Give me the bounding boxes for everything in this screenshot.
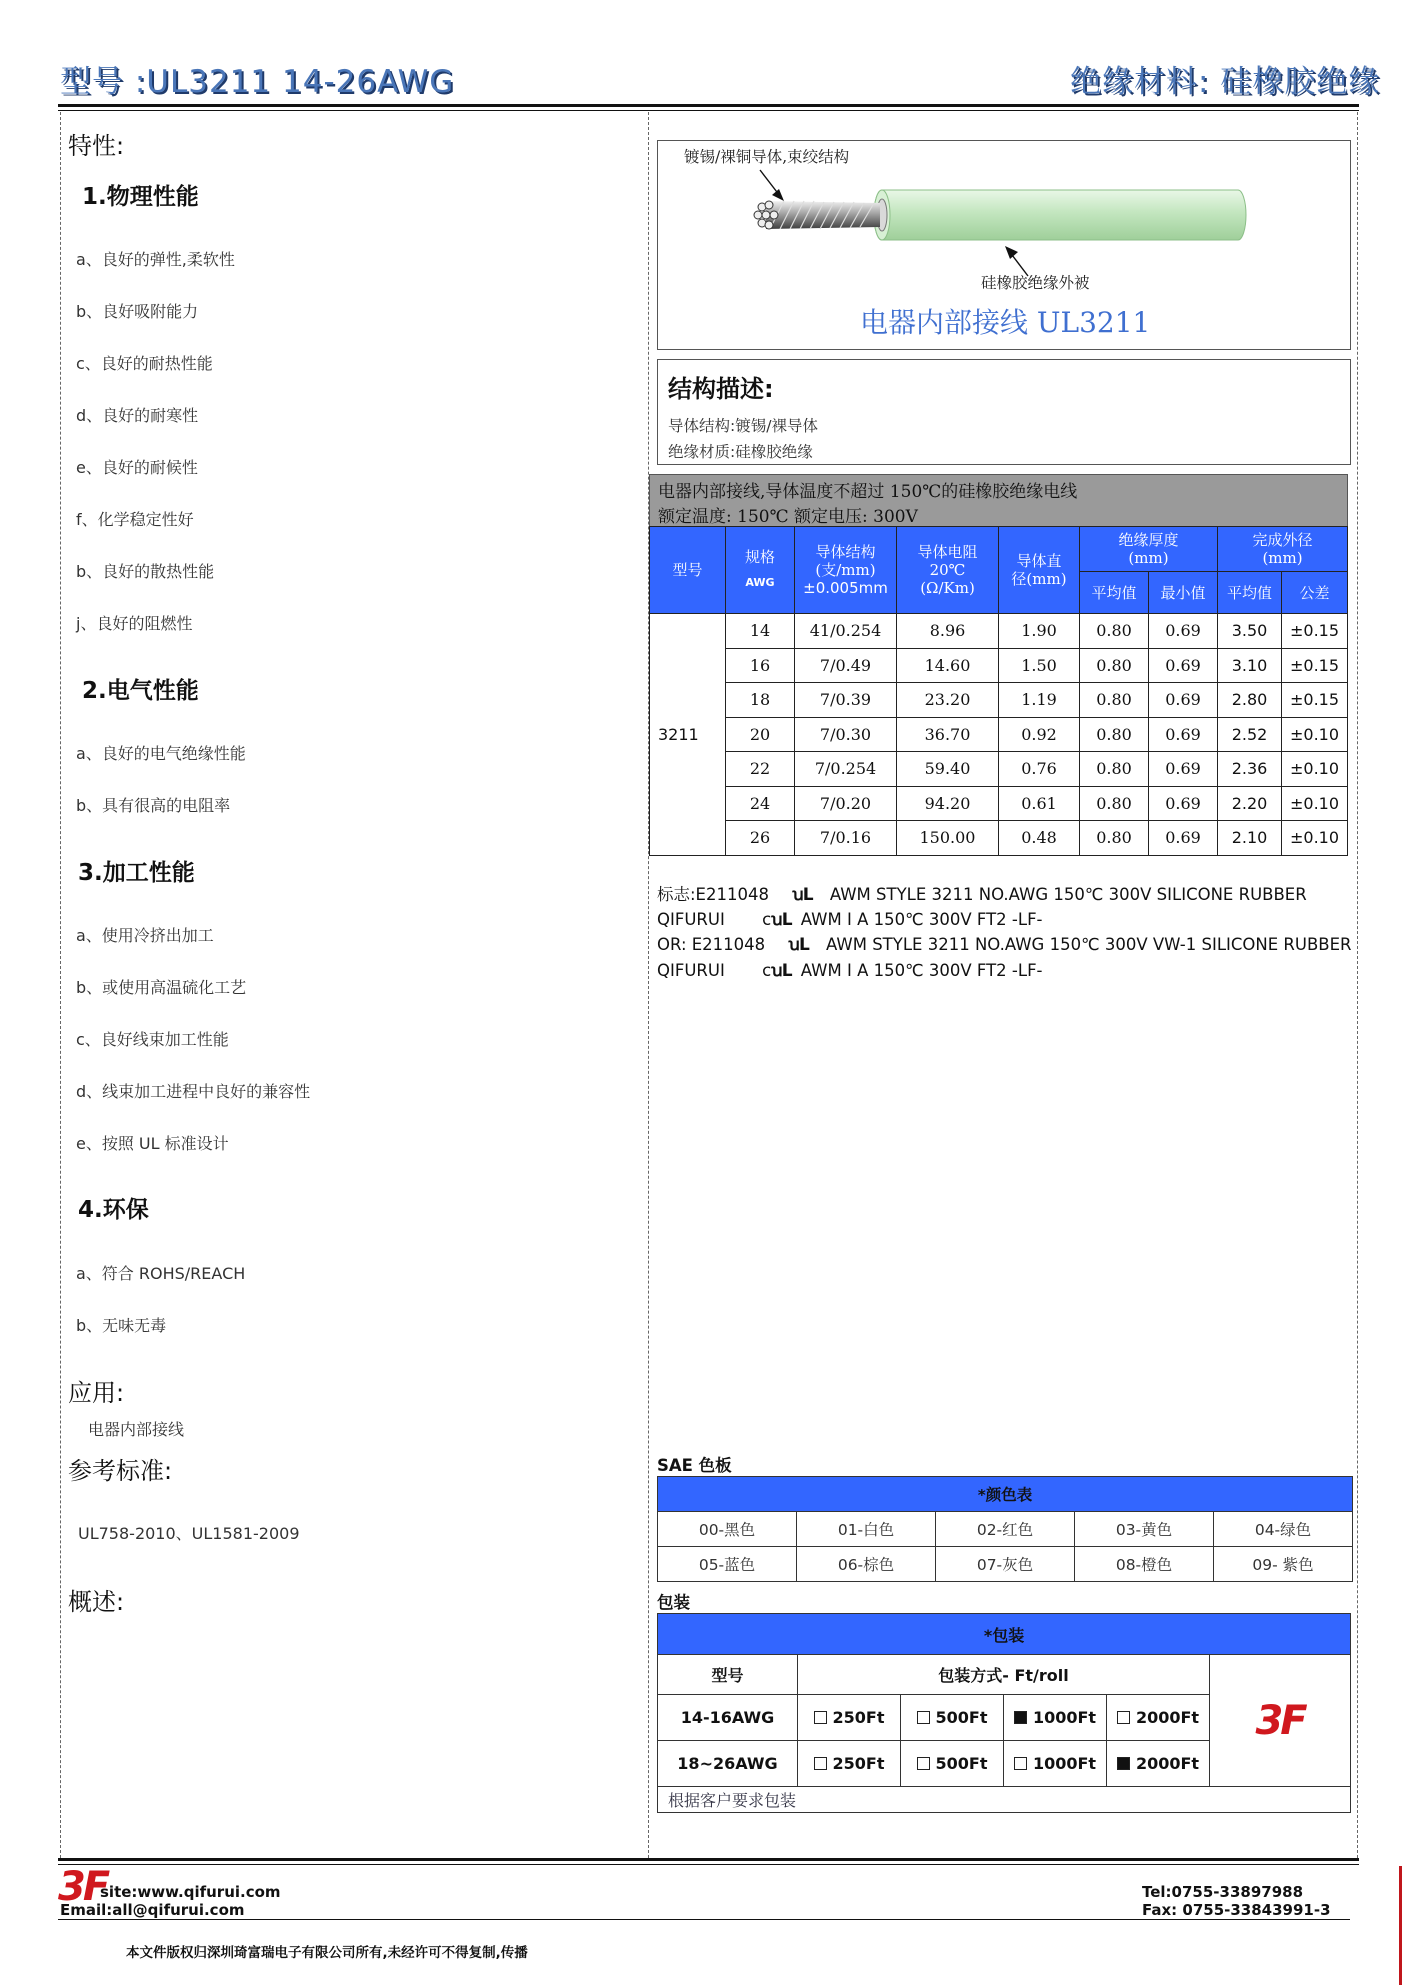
cul-logo-icon: ꭒL (771, 961, 792, 981)
col-insulation (1080, 527, 1218, 572)
table-row (650, 717, 1348, 752)
conductor-label: 镀锡/裸铜导体,束绞结构 (684, 148, 850, 166)
gauge-cell: 24 (726, 786, 795, 821)
ins-min-cell: 0.69 (1149, 752, 1218, 787)
physical-item: b、良好的散热性能 (76, 562, 215, 581)
marking-ref: OR: E211048 (657, 935, 766, 954)
pack-option[interactable] (901, 1695, 1004, 1741)
ins-min-cell: 0.69 (1149, 614, 1218, 649)
od-tol-cell: ±0.10 (1282, 821, 1348, 856)
conductor-cell: 41/0.254 (795, 614, 897, 649)
col-model: 型号 (650, 527, 726, 614)
processing-item: b、或使用高温硫化工艺 (76, 978, 247, 997)
diameter-cell: 0.61 (999, 786, 1080, 821)
cul-logo-icon: ꭒL (771, 910, 792, 930)
col-gauge (726, 527, 795, 614)
table-row (650, 786, 1348, 821)
od-tol-cell: ±0.15 (1282, 648, 1348, 683)
marking-text: AWM I A 150℃ 300V FT2 -LF- (800, 961, 1043, 980)
physical-item: d、良好的耐寒性 (76, 406, 199, 425)
checkbox-icon[interactable] (917, 1757, 930, 1770)
banner-line2: 额定温度: 150℃ 额定电压: 300V (658, 507, 918, 527)
packaging-section-label: 包装 (657, 1593, 690, 1612)
pack-option[interactable] (798, 1741, 901, 1787)
marking-line-1 (657, 881, 1307, 905)
pack-option[interactable] (1107, 1741, 1210, 1787)
footer-rule (58, 1858, 1359, 1861)
diameter-cell: 1.50 (999, 648, 1080, 683)
environmental-item: b、无味无毒 (76, 1316, 167, 1335)
od-avg-cell: 3.10 (1218, 648, 1282, 683)
standards-title: 参考标准: (68, 1457, 173, 1485)
structure-title: 结构描述: (668, 375, 774, 403)
resistance-cell: 14.60 (897, 648, 999, 683)
pack-col-model: 型号 (658, 1655, 798, 1695)
color-cell: 08-橙色 (1075, 1547, 1214, 1582)
conductor-cell: 7/0.39 (795, 683, 897, 718)
ins-min-cell: 0.69 (1149, 683, 1218, 718)
col-conductor-unit: (支/mm) (815, 561, 876, 579)
col-od (1218, 527, 1348, 572)
pack-option-label: 1000Ft (1032, 1754, 1097, 1773)
characteristics-title: 特性: (68, 132, 125, 160)
conductor-cell: 7/0.16 (795, 821, 897, 856)
pack-option[interactable] (1004, 1741, 1107, 1787)
color-cell: 06-棕色 (797, 1547, 936, 1582)
footer-divider (58, 1919, 1350, 1920)
marking-brand: QIFURUI (657, 961, 725, 980)
od-avg-cell: 2.80 (1218, 683, 1282, 718)
col-resistance-label: 导体电阻 (917, 543, 978, 561)
col-od-tol: 公差 (1282, 572, 1348, 614)
checkbox-checked-icon[interactable] (1014, 1711, 1027, 1724)
od-tol-cell: ±0.10 (1282, 752, 1348, 787)
color-cell: 03-黄色 (1075, 1512, 1214, 1547)
checkbox-icon[interactable] (1117, 1711, 1130, 1724)
pack-option[interactable] (798, 1695, 901, 1741)
brand-logo: 3F (1255, 1697, 1305, 1744)
od-tol-cell: ±0.10 (1282, 717, 1348, 752)
marking-c: c (762, 910, 772, 929)
diameter-cell: 0.76 (999, 752, 1080, 787)
od-avg-cell: 2.52 (1218, 717, 1282, 752)
frame-divider (648, 112, 649, 1858)
physical-item: e、良好的耐候性 (76, 458, 198, 477)
table-row (650, 614, 1348, 649)
marking-text: AWM STYLE 3211 NO.AWG 150℃ 300V SILICONE RUBBER (829, 885, 1307, 904)
cable-diagram-box (657, 140, 1351, 350)
ul-logo-icon: ꭒL (792, 885, 813, 905)
processing-item: d、线束加工进程中良好的兼容性 (76, 1082, 311, 1101)
environmental-item: a、符合 ROHS/REACH (76, 1264, 246, 1283)
model-title: 型号 :UL3211 14-26AWG (60, 64, 455, 100)
diameter-cell: 1.90 (999, 614, 1080, 649)
resistance-cell: 23.20 (897, 683, 999, 718)
od-tol-cell: ±0.15 (1282, 683, 1348, 718)
diagram-caption: 电器内部接线 UL3211 (860, 306, 1151, 339)
pack-option-label: 250Ft (832, 1754, 885, 1773)
gauge-cell: 18 (726, 683, 795, 718)
pack-option-label: 500Ft (935, 1754, 988, 1773)
od-tol-cell: ±0.10 (1282, 786, 1348, 821)
application-text: 电器内部接线 (88, 1420, 185, 1439)
section-title-environmental: 4.环保 (78, 1197, 149, 1223)
col-od-avg: 平均值 (1218, 572, 1282, 614)
section-title-physical: 1.物理性能 (82, 184, 199, 210)
col-diameter (999, 527, 1080, 614)
packaging-table (657, 1613, 1351, 1813)
footer-fax: Fax: 0755-33843991-3 (1142, 1901, 1331, 1919)
color-cell: 09- 紫色 (1214, 1547, 1353, 1582)
od-tol-cell: ±0.15 (1282, 614, 1348, 649)
header-rule-thin (58, 110, 1359, 111)
color-table (657, 1476, 1353, 1582)
spec-table (649, 526, 1348, 856)
checkbox-icon[interactable] (917, 1711, 930, 1724)
col-conductor-tol: ±0.005mm (803, 579, 888, 597)
edge-red-bar (1399, 1866, 1402, 1985)
ins-min-cell: 0.69 (1149, 648, 1218, 683)
footer-email[interactable]: Email:all@qifurui.com (60, 1901, 245, 1919)
ins-avg-cell: 0.80 (1080, 786, 1149, 821)
physical-item: f、化学稳定性好 (76, 510, 194, 529)
ins-avg-cell: 0.80 (1080, 752, 1149, 787)
col-diameter-label: 导体直 (1016, 552, 1062, 570)
marking-line-3 (657, 932, 1352, 955)
conductor-cell: 7/0.20 (795, 786, 897, 821)
footer-rule-thin (58, 1864, 1359, 1865)
od-avg-cell: 2.36 (1218, 752, 1282, 787)
processing-item: e、按照 UL 标准设计 (76, 1134, 229, 1153)
resistance-cell: 94.20 (897, 786, 999, 821)
col-od-label: 完成外径 (1252, 531, 1313, 549)
resistance-cell: 8.96 (897, 614, 999, 649)
ins-min-cell: 0.69 (1149, 786, 1218, 821)
conductor-cell: 7/0.30 (795, 717, 897, 752)
col-conductor-label: 导体结构 (815, 543, 876, 561)
col-ins-avg: 平均值 (1080, 572, 1149, 614)
marking-c: c (762, 961, 772, 980)
checkbox-icon[interactable] (814, 1711, 827, 1724)
table-row (650, 752, 1348, 787)
ins-avg-cell: 0.80 (1080, 821, 1149, 856)
ul-logo-icon: ꭒL (788, 935, 809, 955)
col-diameter-unit: 径(mm) (1011, 570, 1067, 588)
frame-right (1357, 112, 1358, 1858)
color-section-label: SAE 色板 (657, 1456, 732, 1475)
color-table-title: *颜色表 (658, 1477, 1353, 1512)
color-cell: 05-蓝色 (658, 1547, 797, 1582)
checkbox-icon[interactable] (1014, 1757, 1027, 1770)
gauge-cell: 26 (726, 821, 795, 856)
resistance-cell: 36.70 (897, 717, 999, 752)
marking-brand: QIFURUI (657, 910, 725, 929)
table-row (650, 683, 1348, 718)
col-ins-min: 最小值 (1149, 572, 1218, 614)
physical-item: b、良好吸附能力 (76, 302, 199, 321)
physical-item: a、良好的弹性,柔软性 (76, 250, 235, 269)
pack-option[interactable] (1107, 1695, 1210, 1741)
col-resistance-temp: 20℃ (929, 561, 966, 579)
section-title-electrical: 2.电气性能 (82, 678, 199, 704)
col-insulation-label: 绝缘厚度 (1118, 531, 1179, 549)
conductor-cell: 7/0.49 (795, 648, 897, 683)
ins-avg-cell: 0.80 (1080, 683, 1149, 718)
pack-option-label: 250Ft (832, 1708, 885, 1727)
diameter-cell: 0.48 (999, 821, 1080, 856)
color-cell: 07-灰色 (936, 1547, 1075, 1582)
conductor-cell: 7/0.254 (795, 752, 897, 787)
structure-insulation: 绝缘材质:硅橡胶绝缘 (668, 443, 813, 461)
pack-option-label: 2000Ft (1135, 1754, 1200, 1773)
footer-logo: 3F (58, 1864, 108, 1910)
copyright-notice: 本文件版权归深圳琦富瑞电子有限公司所有,未经许可不得复制,传播 (126, 1945, 528, 1961)
physical-item: c、良好的耐热性能 (76, 354, 213, 373)
col-resistance (897, 527, 999, 614)
table-row (650, 821, 1348, 856)
standards-text: UL758-2010、UL1581-2009 (78, 1524, 300, 1543)
pack-option[interactable] (901, 1741, 1004, 1787)
diameter-cell: 0.92 (999, 717, 1080, 752)
col-insulation-unit: (mm) (1128, 549, 1169, 567)
col-gauge-unit: AWG (745, 576, 775, 589)
pack-model-cell: 18~26AWG (658, 1741, 798, 1787)
gauge-cell: 14 (726, 614, 795, 649)
footer-tel: Tel:0755-33897988 (1142, 1883, 1304, 1901)
ins-avg-cell: 0.80 (1080, 648, 1149, 683)
gauge-cell: 16 (726, 648, 795, 683)
structure-conductor: 导体结构:镀锡/裸导体 (668, 417, 818, 435)
gauge-cell: 20 (726, 717, 795, 752)
insulation-title: 绝缘材料: 硅橡胶绝缘 (1070, 64, 1381, 100)
col-conductor (795, 527, 897, 614)
banner-line1: 电器内部接线,导体温度不超过 150℃的硅橡胶绝缘电线 (658, 482, 1078, 502)
electrical-item: a、良好的电气绝缘性能 (76, 744, 246, 763)
col-gauge-label: 规格 (744, 548, 775, 566)
header-rule (58, 104, 1359, 107)
ins-avg-cell: 0.80 (1080, 614, 1149, 649)
color-cell: 00-黑色 (658, 1512, 797, 1547)
insulation-label: 硅橡胶绝缘外被 (981, 274, 1090, 292)
overview-title: 概述: (68, 1588, 125, 1616)
processing-item: c、良好线束加工性能 (76, 1030, 229, 1049)
physical-item: j、良好的阻燃性 (76, 614, 193, 633)
pack-option[interactable] (1004, 1695, 1107, 1741)
od-avg-cell: 2.10 (1218, 821, 1282, 856)
od-avg-cell: 2.20 (1218, 786, 1282, 821)
table-row (650, 648, 1348, 683)
pack-model-cell: 14-16AWG (658, 1695, 798, 1741)
structure-box (657, 359, 1351, 465)
pack-option-label: 2000Ft (1135, 1708, 1200, 1727)
marking-line-2 (657, 907, 1043, 930)
brand-logo-cell (1210, 1655, 1351, 1787)
application-title: 应用: (68, 1379, 125, 1407)
col-od-unit: (mm) (1262, 549, 1303, 567)
resistance-cell: 150.00 (897, 821, 999, 856)
packaging-note: 根据客户要求包装 (658, 1787, 1351, 1813)
checkbox-checked-icon[interactable] (1117, 1757, 1130, 1770)
frame-left (60, 112, 61, 1858)
marking-ref: 标志:E211048 (657, 885, 769, 904)
checkbox-icon[interactable] (814, 1757, 827, 1770)
marking-text: AWM STYLE 3211 NO.AWG 150℃ 300V VW-1 SILICONE RUBBER (826, 935, 1352, 954)
color-cell: 02-红色 (936, 1512, 1075, 1547)
ins-avg-cell: 0.80 (1080, 717, 1149, 752)
color-cell: 01-白色 (797, 1512, 936, 1547)
processing-item: a、使用冷挤出加工 (76, 926, 214, 945)
od-avg-cell: 3.50 (1218, 614, 1282, 649)
pack-option-label: 500Ft (935, 1708, 988, 1727)
model-cell: 3211 (650, 614, 726, 856)
ins-min-cell: 0.69 (1149, 717, 1218, 752)
section-title-processing: 3.加工性能 (78, 860, 195, 886)
diameter-cell: 1.19 (999, 683, 1080, 718)
spec-banner (649, 474, 1348, 529)
marking-text: AWM I A 150℃ 300V FT2 -LF- (800, 910, 1043, 929)
gauge-cell: 22 (726, 752, 795, 787)
pack-col-method: 包装方式- Ft/roll (798, 1655, 1210, 1695)
color-cell: 04-绿色 (1214, 1512, 1353, 1547)
ins-min-cell: 0.69 (1149, 821, 1218, 856)
footer-site[interactable]: site:www.qifurui.com (100, 1883, 281, 1901)
pack-option-label: 1000Ft (1032, 1708, 1097, 1727)
resistance-cell: 59.40 (897, 752, 999, 787)
packaging-table-title: *包装 (658, 1614, 1351, 1655)
col-resistance-unit: (Ω/Km) (920, 579, 975, 597)
marking-line-4 (657, 958, 1043, 981)
electrical-item: b、具有很高的电阻率 (76, 796, 231, 815)
